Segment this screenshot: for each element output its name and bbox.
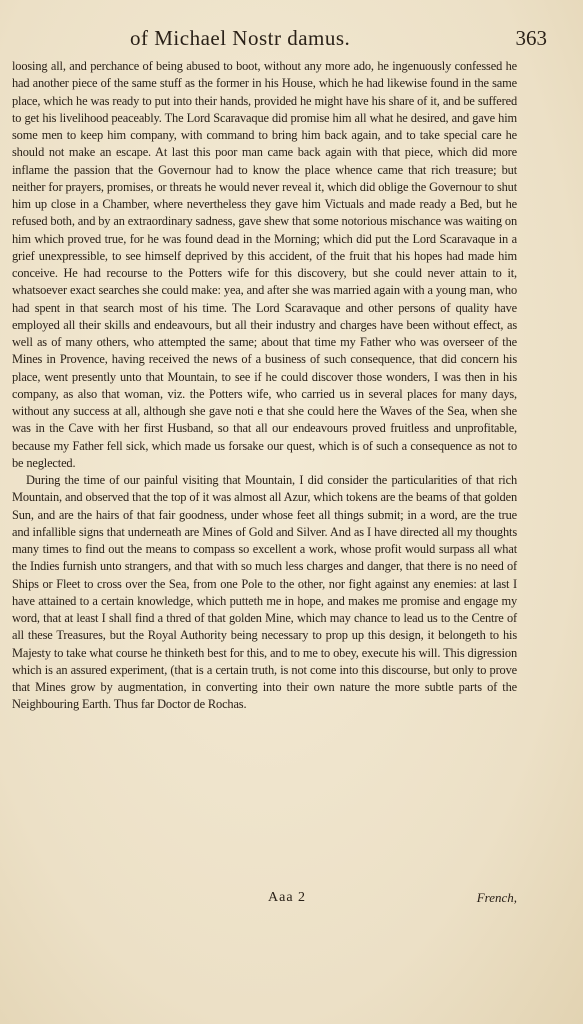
page-header (0, 26, 583, 54)
page-number: 363 (515, 26, 547, 50)
body-text (12, 58, 517, 714)
paragraph: loosing all, and perchance of being abused to boot, without any more ado, he ingenuously confessed he had another piece of the same stuff as the former in his House, which he had likewise found in the same place, which he was ready to put into their hands, provided he might have his share of it, and be suffered to get his livelihood peaceably. The Lord Scaravaque did promise him all what he desired, and gave him some men to keep him company, with command to bring him back again, and to take special care he should not make an escape. At last this poor man came back again with that piece, which did more inflame the passion that the Governour had to know the place whence came that rich treasure; but neither for prayers, promises, or threats he would never reveal it, which did oblige the Governour to shut him up close in a Chamber, where nevertheless they gave him Victuals and made ready a Bed, but he refused both, and by an extraordinary sadness, gave shew that some notorious mischance was waiting on him which proved true, for he was found dead in the Morning; which did put the Lord Scaravaque in a grief unexpressible, to see himself deprived by this accident, of the fruit that his hopes had made him conceive. He had recourse to the Potters wife for this discovery, but she could never attain to it, whatsoever exact searches she could make: yea, and after she was married again with a young man, who had spent in that search most of his time. The Lord Scaravaque and other persons of quality have employed all their skills and endeavours, but all their industry and charges have been without effect, as well as of many others, who attempted the same; about that time my Father who was overseer of the Mines in Provence, having received the news of a business of such consequence, that did concern his place, went presently unto that Mountain, to see if he could discover those wonders, I was then in his company, as also that woman, viz. the Potters wife, who carried us in several places for many days, without any success at all, although she gave noti e that she could here the Waves of the Sea, when she was in the Cave with her first Husband, so that all our endeavours proved fruitless and unprofitable, because my Father fell sick, which made us forsake our quest, which is of such a consequence as not to be neglected. (12, 59, 517, 470)
signature-mark: Aaa 2 (268, 890, 307, 905)
catchword: French, (476, 890, 517, 905)
paragraph: During the time of our painful visiting that Mountain, I did consider the particularities of that rich Mountain, and observed that the top of it was almost all Azur, which tokens are the beams of that golden Sun, and are the hairs of that fair goodness, under whose feet all things submit; in a word, are the true and infallible signs that underneath are Mines of Gold and Silver. And as I have directed all my thoughts many times to find out the means to compass so excellent a work, whose profit would surpass all what the Indies furnish unto strangers, and that with so much less charges and danger, that there is no need of Ships or Fleet to cross over the Sea, from one Pole to the other, nor fight against any enemies: at last I have attained to a certain knowledge, which putteth me in hope, and makes me promise and engage my word, that at least I shall find a thred of that golden Mine, which may chance to lead us to the Centre of all these Treasures, but the Royal Authority being necessary to prop up this design, it belongeth to his Majesty to take what course he thinketh best for this, and to me to obey, execute his will. This digression which is an assured experiment, (that is a certain truth, is not come into this discourse, but only to prove that Mines grow by augmentation, in converting into their own nature the more subtle parts of the Neighbouring Earth. Thus far Doctor de Rochas. (12, 473, 517, 712)
running-title: of Michael Nostr damus. (130, 26, 351, 50)
